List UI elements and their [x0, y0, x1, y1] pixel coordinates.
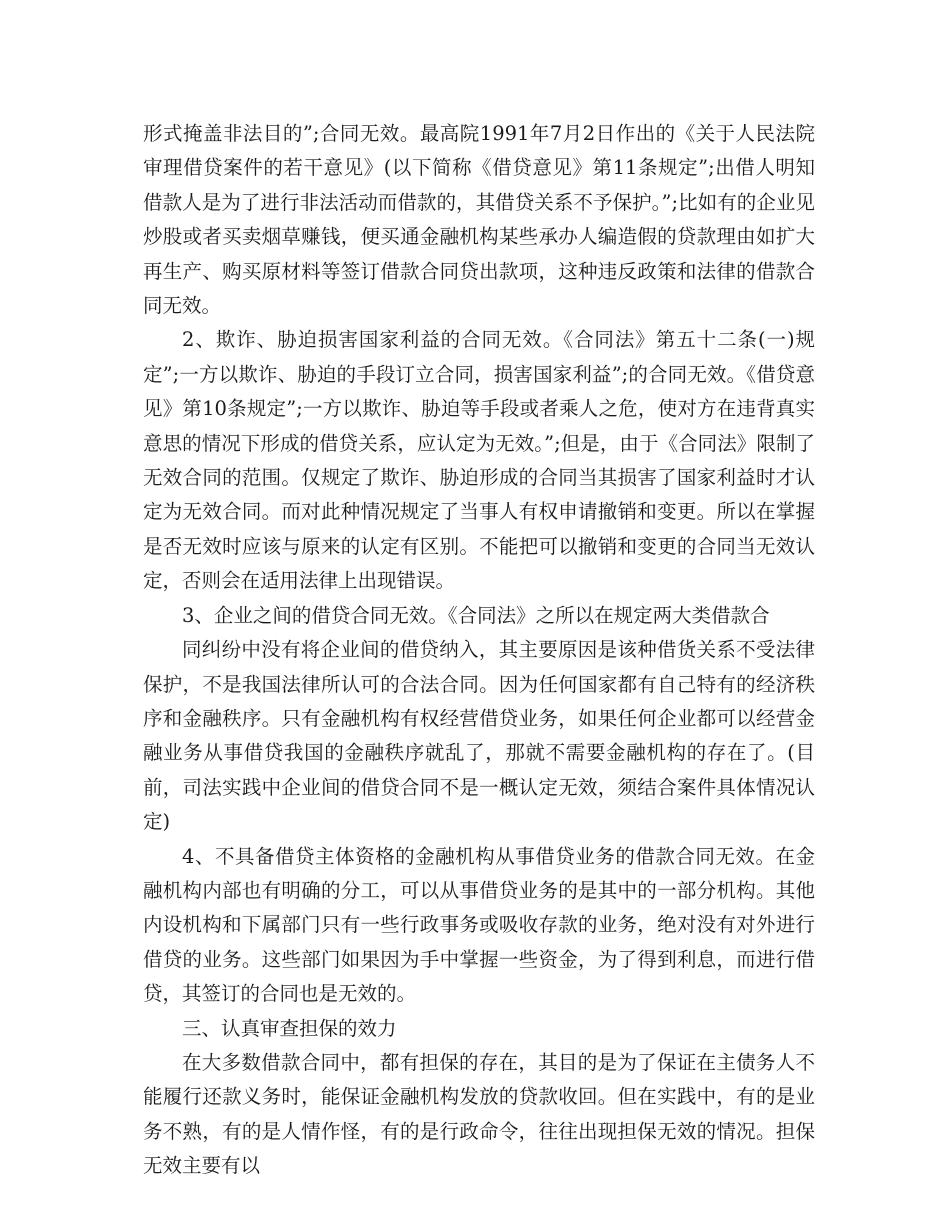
- paragraph-guarantee-validity: 在大多数借款合同中，都有担保的存在，其目的是为了保证在主债务人不能履行还款义务时，能保证金融机构发放的贷款收回。但在实践中，有的是业务不熟，有的是人情作怪，有的是行政命令，往往出现担保无效的情况。担保无效主要有以: [143, 1050, 815, 1178]
- paragraph-enterprise-lending-detail: 同纠纷中没有将企业间的借贷纳入，其主要原因是该种借货关系不受法律保护，不是我国法律所认可的合法合同。因为任何国家都有自己特有的经济秩序和金融秩序。只有金融机构有权经营借贷业务，如果任何企业都可以经营金融业务从事借贷我国的金融秩序就乱了，那就不需要金融机构的存在了。(目前，司法实践中企业间的借贷合同不是一概认定无效，须结合案件具体情况认定): [143, 638, 815, 834]
- paragraph-unqualified-institution: 4、不具备借贷主体资格的金融机构从事借贷业务的借款合同无效。在金融机构内部也有明确的分工，可以从事借贷业务的是其中的一部分机构。其他内设机构和下属部门只有一些行政事务或吸收存款的业务，绝对没有对外进行借贷的业务。这些部门如果因为手中掌握一些资金，为了得到利息，而进行借贷，其签订的合同也是无效的。: [143, 844, 815, 1006]
- paragraph-fraud-coercion: 2、欺诈、胁迫损害国家利益的合同无效。《合同法》第五十二条(一)规定”;一方以欺诈、胁迫的手段订立合同，损害国家利益”;的合同无效。《借贷意见》第10条规定”;一方以欺诈、胁迫等手段或者乘人之危，使对方在违背真实意思的情况下形成的借贷关系，应认定为无效。”;但是，由于《合同法》限制了无效合同的范围。仅规定了欺诈、胁迫形成的合同当其损害了国家利益时才认定为无效合同。而对此种情况规定了当事人有权申请撤销和变更。所以在掌握是否无效时应该与原来的认定有区别。不能把可以撤销和变更的合同当无效认定，否则会在适用法律上出现错误。: [143, 328, 815, 593]
- document-body: [143, 117, 815, 1184]
- section-heading-guarantee: 三、认真审查担保的效力: [182, 1016, 397, 1040]
- paragraph-continued-illegal-purpose: 形式掩盖非法目的”;合同无效。最高院1991年7月2日作出的《关于人民法院审理借贷案件的若干意见》(以下简称《借贷意见》第11条规定”;出借人明知借款人是为了进行非法活动而借款的，其借贷关系不予保护。”;比如有的企业见炒股或者买卖烟草赚钱，便买通金融机构某些承办人编造假的贷款理由如扩大再生产、购买原材料等签订借款合同贷出款项，这种违反政策和法律的借款合同无效。: [143, 122, 815, 318]
- paragraph-enterprise-lending-intro: 3、企业之间的借贷合同无效。《合同法》之所以在规定两大类借款合: [182, 603, 770, 627]
